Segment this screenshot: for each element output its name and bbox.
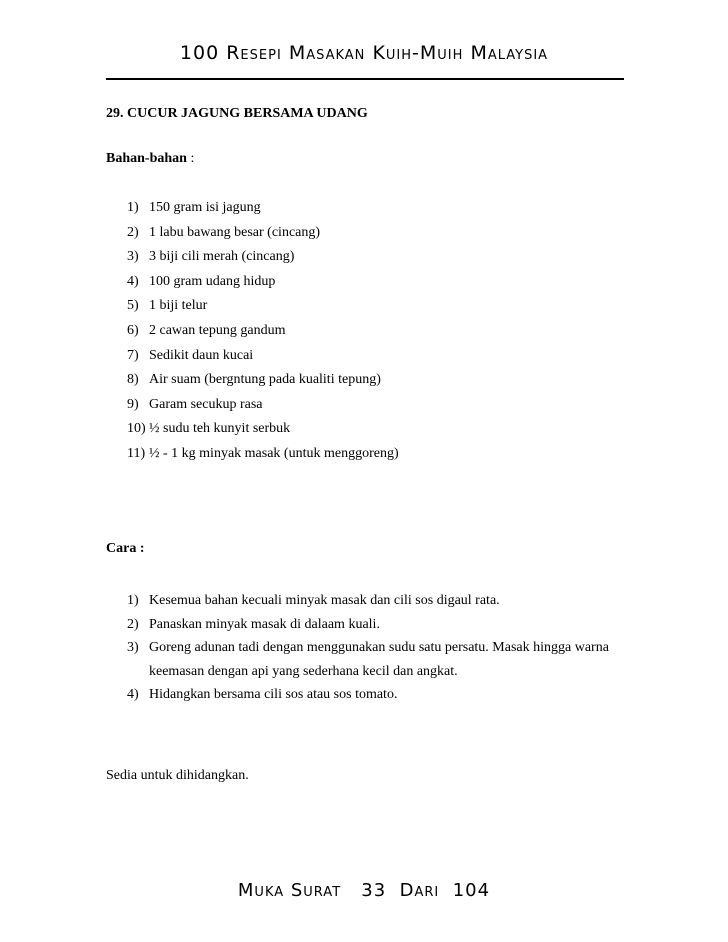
method-heading (106, 541, 145, 557)
step-number: 2) (127, 616, 139, 632)
header-rule (106, 78, 624, 80)
item-number: 10) (127, 421, 146, 437)
method-label: Cara : (106, 541, 145, 556)
list-item (127, 417, 399, 442)
list-item (127, 221, 399, 246)
step-number: 3) (127, 640, 139, 655)
item-number: 11) (127, 445, 146, 461)
item-number: 4) (127, 273, 139, 289)
item-text: Sedikit daun kucai (149, 347, 254, 363)
list-item (127, 393, 399, 418)
list-item (127, 368, 399, 393)
list-item (127, 245, 399, 270)
ingredients-label: Bahan-bahan (106, 151, 187, 166)
step-number: 1) (127, 593, 139, 608)
step-text: Panaskan minyak masak di dalaam kuali. (149, 616, 380, 632)
item-number: 5) (127, 298, 139, 314)
list-item (127, 636, 619, 683)
item-text: 3 biji cili merah (cincang) (149, 249, 295, 265)
step-text: Kesemua bahan kecuali minyak masak dan cili sos digaul rata. (149, 593, 500, 608)
item-text: 2 cawan tepung gandum (149, 322, 286, 338)
method-list (127, 589, 619, 707)
list-item (127, 589, 619, 613)
item-text: Air suam (bergntung pada kualiti tepung) (149, 372, 381, 388)
page-footer: Muka Surat 33 Dari 104 (237, 880, 491, 901)
list-item (127, 270, 399, 295)
list-item (127, 344, 399, 369)
ingredients-list (127, 196, 399, 467)
item-text: ½ sudu teh kunyit serbuk (149, 421, 291, 437)
ingredients-heading (106, 151, 194, 167)
list-item (127, 294, 399, 319)
item-text: ½ - 1 kg minyak masak (untuk menggoreng) (149, 445, 399, 461)
recipe-title: 29. CUCUR JAGUNG BERSAMA UDANG (106, 106, 368, 121)
item-number: 7) (127, 347, 139, 363)
item-number: 1) (127, 200, 139, 215)
item-number: 6) (127, 322, 139, 338)
step-number: 4) (127, 687, 139, 702)
step-text: Goreng adunan tadi dengan menggunakan sudu satu persatu. Masak hingga warna keemasan dengan api yang sederhana kecil dan angkat. (149, 640, 609, 679)
item-text: 150 gram isi jagung (149, 200, 261, 215)
item-text: Garam secukup rasa (149, 396, 263, 412)
list-item (127, 442, 399, 467)
item-number: 2) (127, 224, 139, 240)
page-header: 100 Resepi Masakan Kuih-Muih Malaysia (179, 42, 549, 64)
list-item (127, 319, 399, 344)
item-text: 1 labu bawang besar (cincang) (149, 224, 321, 240)
step-text: Hidangkan bersama cili sos atau sos tomato. (149, 687, 398, 702)
item-text: 100 gram udang hidup (149, 273, 276, 289)
closing-text: Sedia untuk dihidangkan. (106, 768, 249, 783)
item-text: 1 biji telur (149, 298, 208, 314)
ingredients-label-suffix: : (186, 151, 195, 166)
list-item (127, 613, 619, 637)
item-number: 9) (127, 396, 139, 412)
item-number: 8) (127, 372, 139, 388)
list-item (127, 196, 399, 221)
list-item (127, 683, 619, 707)
item-number: 3) (127, 249, 139, 265)
